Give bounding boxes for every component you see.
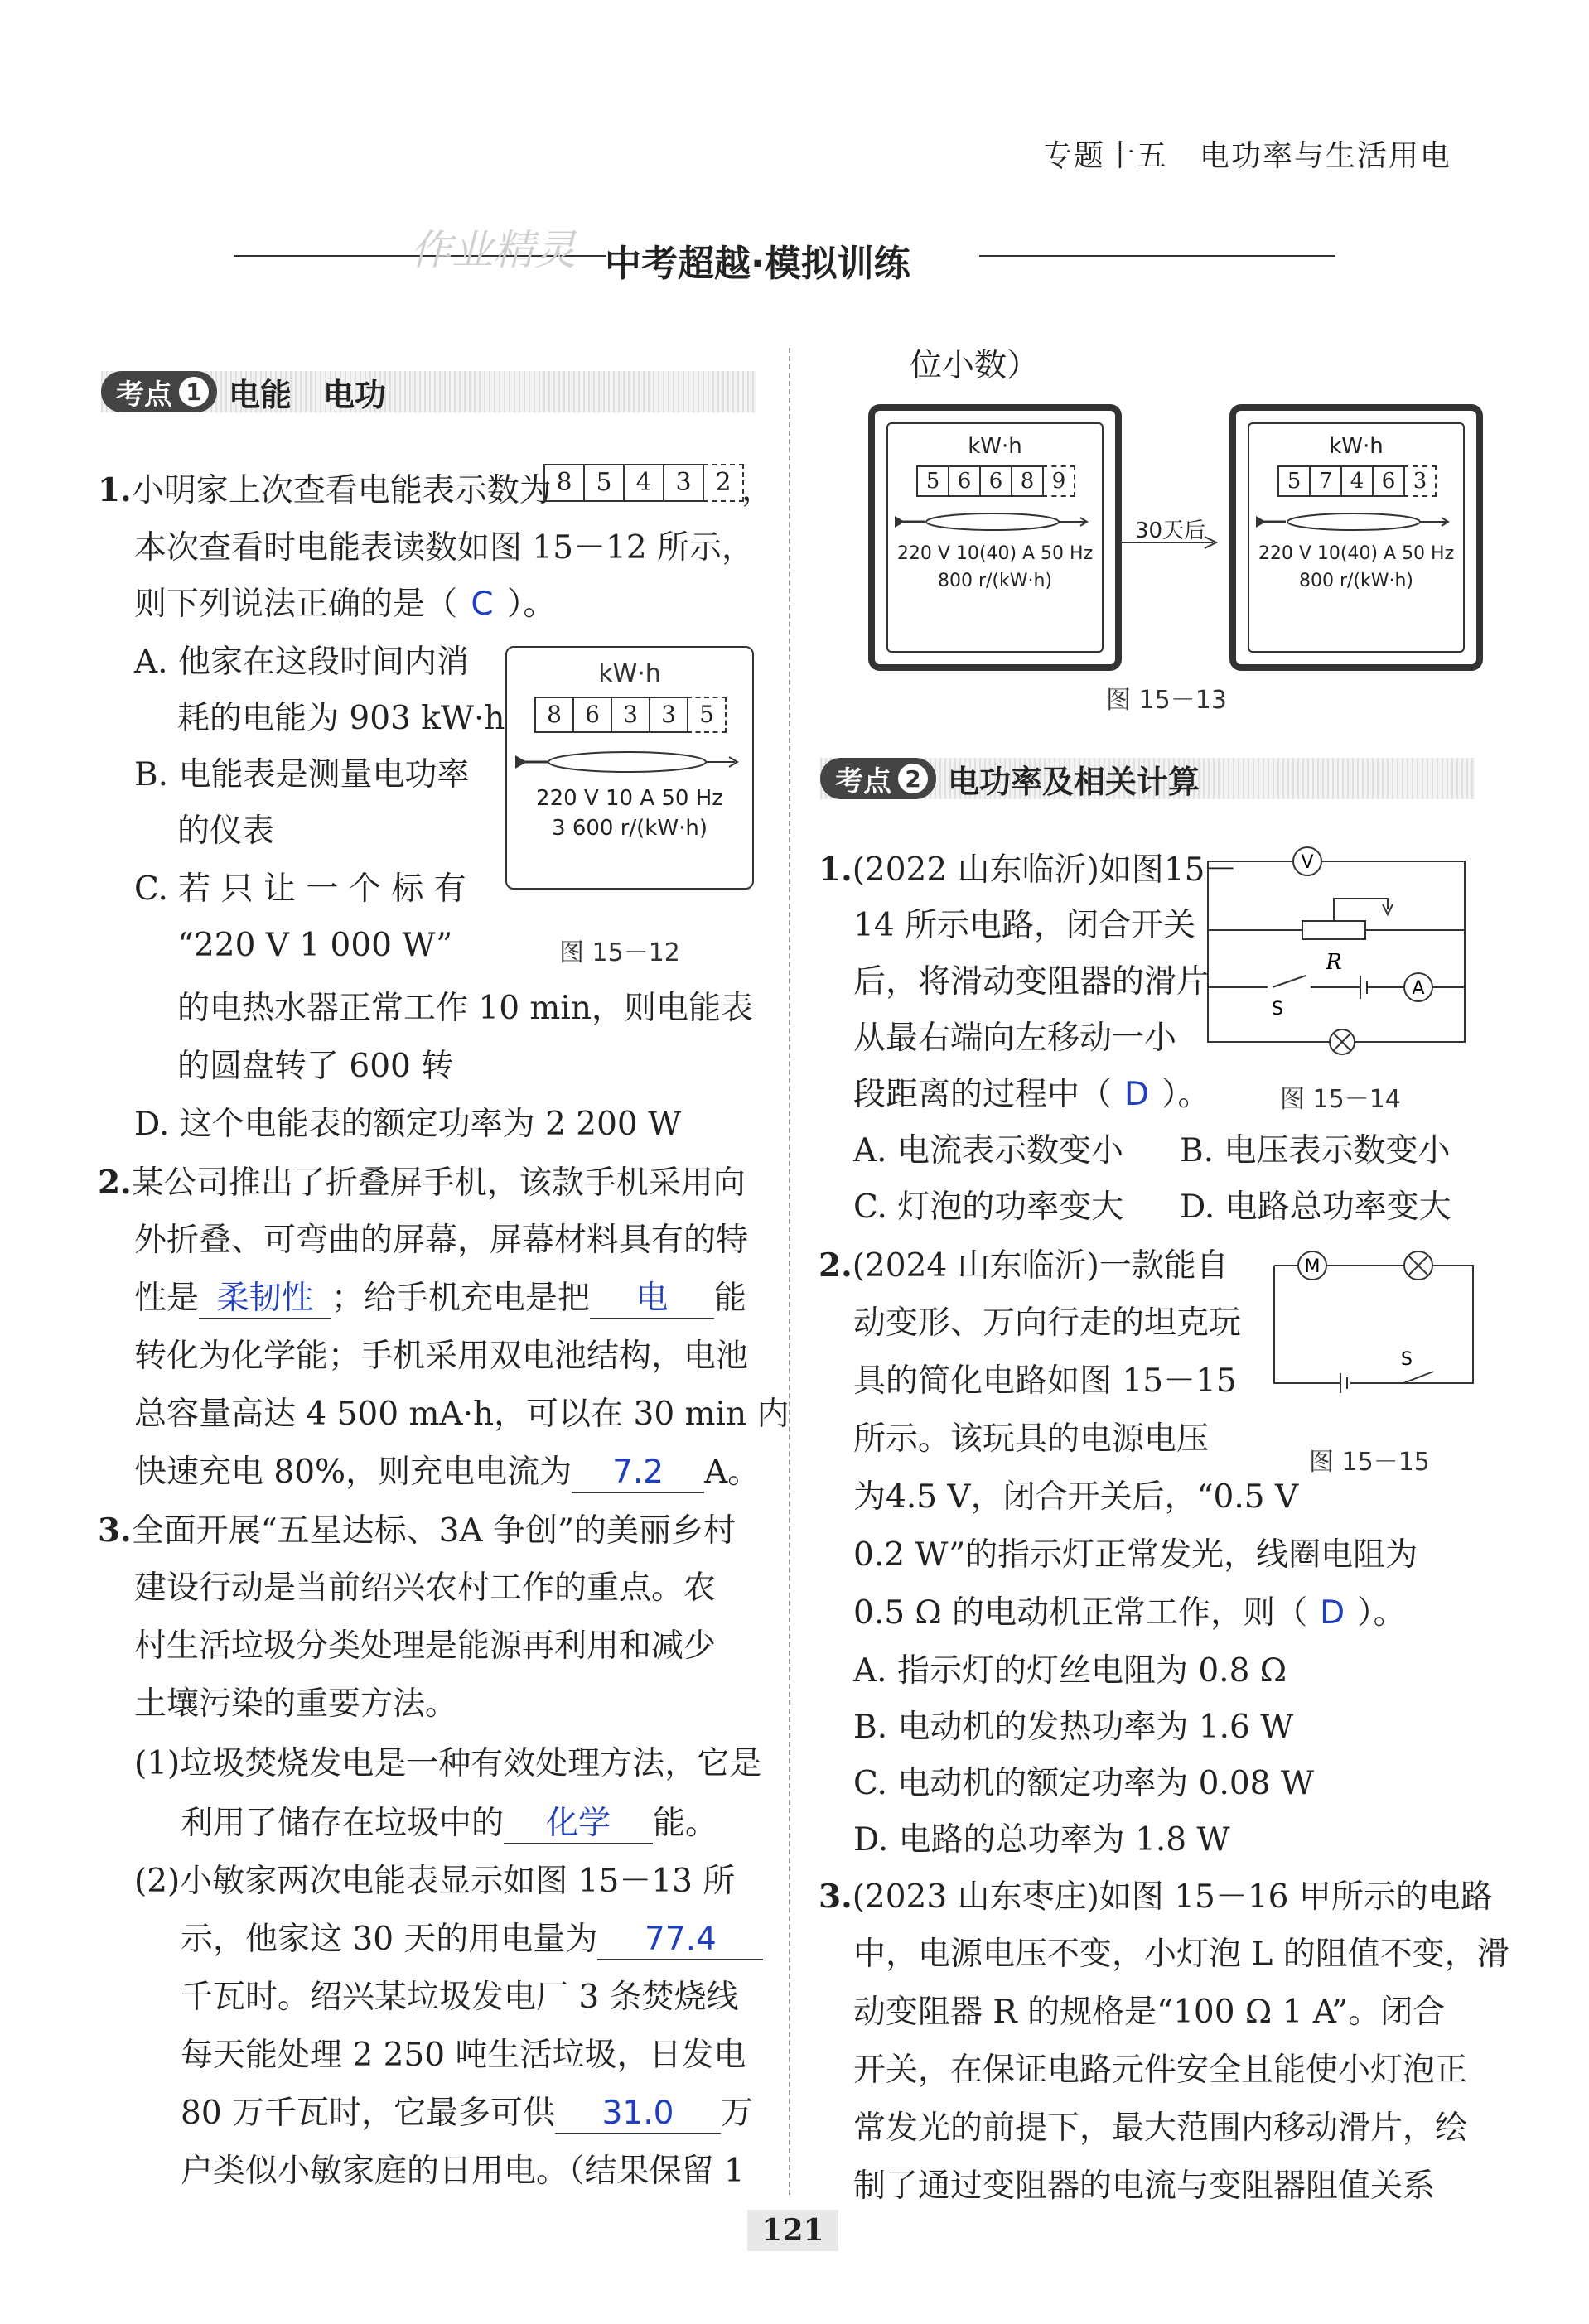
q1-line1: 1.小明家上次查看电能表示数为 (98, 471, 552, 509)
k2q2-line1: 2.(2024 山东临沂)一款能自 (819, 1246, 1229, 1285)
q3-part1b: 利用了储存在垃圾中的 化学 能。 (181, 1806, 717, 1844)
k2q3-line3: 动变阻器 R 的规格是“100 Ω 1 A”。闭合 (853, 1994, 1446, 2031)
q3-line4: 土壤污染的重要方法。 (134, 1685, 458, 1723)
motor-label: M (1304, 1256, 1321, 1277)
kp1-heading: 考点 1 电能 电功 (101, 371, 386, 412)
q1-line3: 则下列说法正确的是（ C ）。 (134, 586, 556, 623)
k2q2-optB: B. 电动机的发热功率为 1.6 W (853, 1709, 1294, 1746)
q1-line2: 本次查看时电能表读数如图 15－12 所示， (134, 529, 755, 567)
q3-part1a: (1)垃圾焚烧发电是一种有效处理方法，它是 (134, 1745, 762, 1782)
k2q3-line2: 中，电源电压不变，小灯泡 L 的阻值不变，滑 (853, 1936, 1509, 1973)
figure-15-14-circuit (1201, 845, 1475, 1068)
ammeter-label: A (1412, 978, 1425, 999)
q1-optC2: “220 V 1 000 W” (177, 927, 453, 964)
chapter-header: 专题十五 电功率与生活用电 (1042, 139, 1452, 173)
k2q2-line7: 0.5 Ω 的电动机正常工作，则（ D ）。 (853, 1594, 1406, 1632)
k2q2-line3: 具的简化电路如图 15－15 (853, 1362, 1237, 1400)
figure-15-12-meter: kW·h 8 6 3 3 5 220 V 10 A 50 Hz 3 600 r/(kW·h) (505, 646, 754, 890)
q3-part2e: 80 万千瓦时，它最多可供 31.0 万 (181, 2095, 753, 2134)
q3-part2b: 示，他家这 30 天的用电量为 77.4 (181, 1921, 763, 1960)
k2q1-line3: 后，将滑动变阻器的滑片 (853, 963, 1210, 1000)
q1-optB2: 的仪表 (177, 812, 275, 850)
k2q3-line4: 开关，在保证电路元件安全且能使小灯泡正 (853, 2052, 1468, 2089)
k2q1-optB: B. 电压表示数变小 (1180, 1132, 1451, 1169)
figure-15-13-meter-after: kW·h 5 7 4 6 3 220 V 10(40) A 50 Hz 800 r/(kW·h) (1229, 404, 1483, 671)
k2q2-line6: 0.2 W”的指示灯正常发光，线圈电阻为 (853, 1536, 1418, 1574)
meter-disc-icon (507, 741, 749, 783)
meter-disc-icon (1249, 505, 1463, 538)
q1-optD: D. 这个电能表的额定功率为 2 200 W (134, 1106, 682, 1143)
k2q1-optD: D. 电路总功率变大 (1180, 1189, 1451, 1226)
figure-15-13-meter-before: kW·h 5 6 6 8 9 220 V 10(40) A 50 Hz 800 r/(kW·h) (868, 404, 1122, 671)
k2q3-line1: 3.(2023 山东枣庄)如图 15－16 甲所示的电路 (819, 1878, 1493, 1916)
q3-line3: 村生活垃圾分类处理是能源再利用和减少 (134, 1627, 717, 1665)
k2q2-optD: D. 电路的总功率为 1.8 W (853, 1821, 1230, 1859)
k2q3-line6: 制了通过变阻器的电流与变阻器阻值关系 (853, 2167, 1436, 2205)
q1-optC4: 的圆盘转了 600 转 (177, 1048, 454, 1085)
k2q1-line2: 14 所示电路，闭合开关 (853, 907, 1196, 944)
caption-15-12: 图 15－12 (559, 938, 680, 967)
q1-optB1: B. 电能表是测量电功率 (134, 756, 470, 793)
q1-optC3: 的电热水器正常工作 10 min，则电能表 (177, 990, 753, 1027)
q2-line1: 2.某公司推出了折叠屏手机，该款手机采用向 (98, 1164, 746, 1202)
kp2-heading: 考点 2 电功率及相关计算 (820, 758, 1200, 799)
section-title: 中考超越·模拟训练 (605, 243, 910, 285)
q3-part2d: 每天能处理 2 250 吨生活垃圾，日发电 (181, 2037, 746, 2074)
q2-line4: 转化为化学能；手机采用双电池结构，电池 (134, 1338, 749, 1375)
q3-line1: 3.全面开展“五星达标、3A 争创”的美丽乡村 (98, 1512, 736, 1550)
k2q2-line2: 动变形、万向行走的坦克玩 (853, 1304, 1242, 1342)
q1-optA1: A. 他家在这段时间内消 (134, 644, 469, 681)
q2-line3: 性是 柔韧性 ；给手机充电是把 电 能 (134, 1280, 746, 1319)
q3-part2g: 户类似小敏家庭的日用电。（结果保留 1 (181, 2153, 745, 2190)
k2q1-line4: 从最右端向左移动一小 (853, 1020, 1177, 1057)
q1-optA2: 耗的电能为 903 kW·h (177, 700, 505, 737)
q3-part2a: (2)小敏家两次电能表显示如图 15－13 所 (134, 1863, 736, 1900)
k2q1-optC: C. 灯泡的功率变大 (853, 1189, 1124, 1226)
q3-line2: 建设行动是当前绍兴农村工作的重点。农 (134, 1569, 717, 1607)
caption-15-15: 图 15－15 (1309, 1448, 1430, 1477)
k2q1-line5: 段距离的过程中（ D ）。 (853, 1076, 1210, 1113)
switch-label: S (1272, 999, 1283, 1020)
voltmeter-label: V (1301, 852, 1314, 873)
caption-15-13: 图 15－13 (1106, 686, 1227, 715)
k2q3-line5: 常发光的前提下，最大范围内移动滑片，绘 (853, 2109, 1468, 2147)
column-divider (789, 348, 790, 2195)
k2q1-optA: A. 电流表示数变小 (853, 1132, 1123, 1169)
page-number: 121 (747, 2210, 838, 2251)
q1-reading-box: 8 5 4 3 2 (543, 464, 742, 502)
q2-line6: 快速充电 80%，则充电电流为 7.2 A。 (134, 1454, 760, 1493)
arrow-label: 30天后 (1135, 518, 1206, 543)
q1-optC1: C. 若 只 让 一 个 标 有 (134, 870, 466, 908)
q2-line2: 外折叠、可弯曲的屏幕，屏幕材料具有的特 (134, 1222, 749, 1259)
caption-15-14: 图 15－14 (1280, 1085, 1401, 1114)
figure-15-15-circuit (1268, 1242, 1483, 1408)
watermark: 作业精灵 (410, 226, 576, 274)
k2q2-optA: A. 指示灯的灯丝电阻为 0.8 Ω (853, 1652, 1287, 1690)
resistor-label: R (1326, 950, 1342, 975)
k2q2-optC: C. 电动机的额定功率为 0.08 W (853, 1765, 1314, 1802)
title-rule-right (979, 255, 1335, 257)
q2-line5: 总容量高达 4 500 mA·h，可以在 30 min 内 (134, 1396, 790, 1433)
switch-label: S (1401, 1349, 1413, 1370)
meter-disc-icon (888, 505, 1102, 538)
k2q2-line4: 所示。该玩具的电源电压 (853, 1420, 1210, 1458)
q3-part2h: 位小数） (910, 347, 1040, 384)
k2q2-line5: 为4.5 V，闭合开关后，“0.5 V (853, 1478, 1299, 1516)
q3-part2c: 千瓦时。绍兴某垃圾发电厂 3 条焚烧线 (181, 1979, 739, 2016)
k2q1-line1: 1.(2022 山东临沂)如图15－ (819, 851, 1238, 889)
